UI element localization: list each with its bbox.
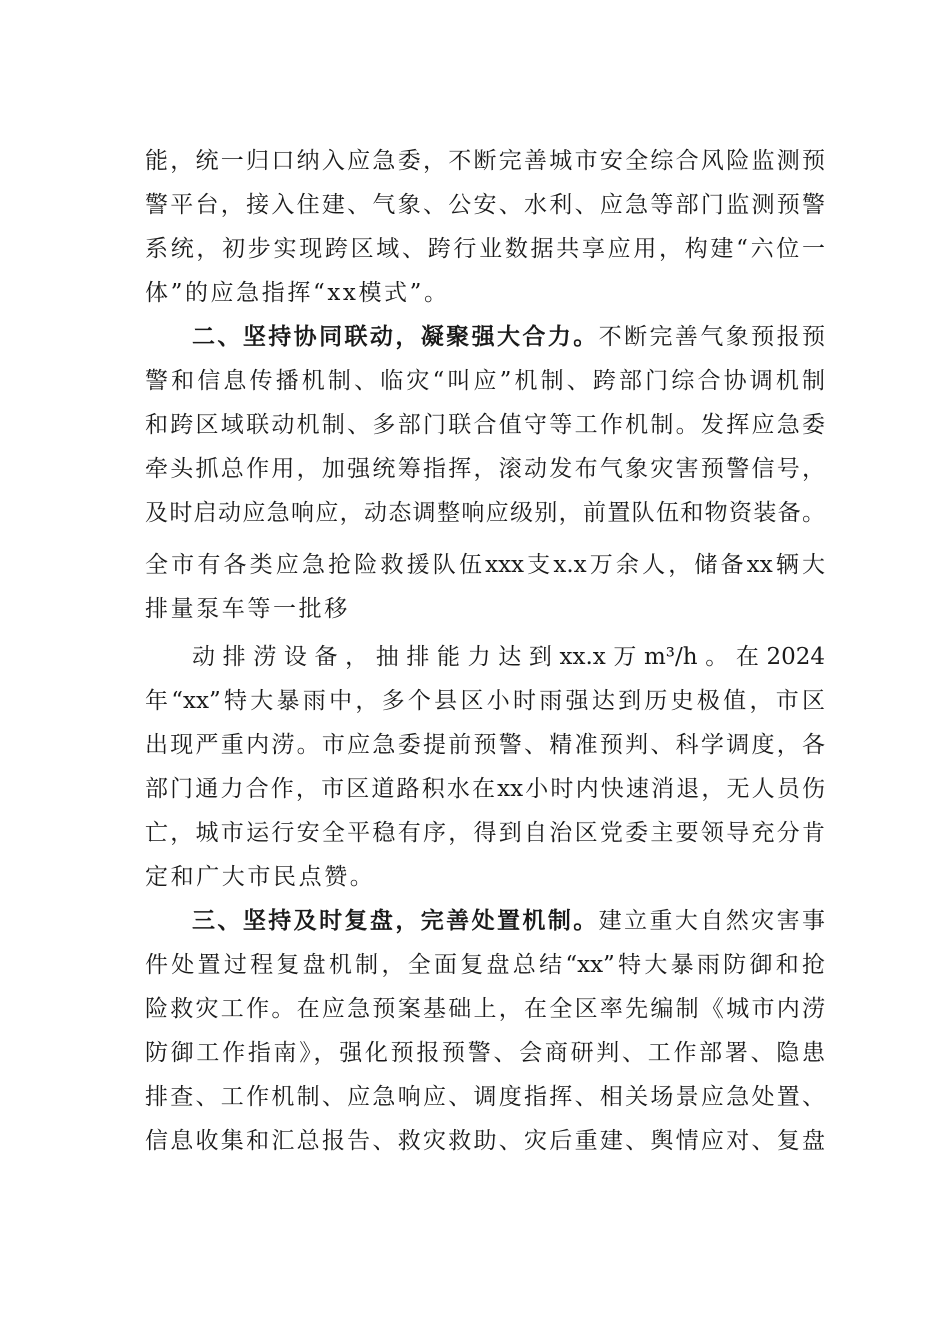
text-line: 警平台，接入住建、气象、公安、水利、应急等部门监测预警: [145, 192, 825, 218]
text-line: 排量泵车等一批移: [145, 596, 350, 622]
text-line: 体”的应急指挥“xx模式”。: [145, 280, 450, 306]
text-line: 信息收集和汇总报告、救灾救助、灾后重建、舆情应对、复盘: [145, 1128, 825, 1154]
text-line: 和跨区域联动机制、多部门联合值守等工作机制。发挥应急委: [145, 412, 825, 438]
text-line: 排查、工作机制、应急响应、调度指挥、相关场景应急处置、: [145, 1084, 825, 1110]
text-line: 能，统一归口纳入应急委，不断完善城市安全综合风险监测预: [145, 148, 825, 174]
text-line: 警和信息传播机制、临灾“叫应”机制、跨部门综合协调机制: [145, 368, 825, 394]
text-line: 动排涝设备，抽排能力达到xx.x万m³/h。在2024: [192, 644, 825, 670]
text-line: 定和广大市民点赞。: [145, 864, 376, 890]
text-line: 及时启动应急响应，动态调整响应级别，前置队伍和物资装备。: [145, 500, 825, 526]
text-span: 不断完善气象预报预: [598, 324, 826, 350]
text-line: 险救灾工作。在应急预案基础上，在全区率先编制《城市内涝: [145, 996, 825, 1022]
text-line: 全市有各类应急抢险救援队伍xxx支x.x万余人，储备xx辆大: [145, 552, 825, 578]
section-heading: 三、坚持及时复盘，完善处置机制。: [192, 907, 599, 934]
text-line: 出现严重内涝。市应急委提前预警、精准预判、科学调度，各: [145, 732, 825, 758]
section-heading: 二、坚持协同联动，凝聚强大合力。: [192, 323, 599, 350]
text-line: 牵头抓总作用，加强统筹指挥，滚动发布气象灾害预警信号，: [145, 456, 825, 482]
text-line: 系统，初步实现跨区域、跨行业数据共享应用，构建“六位一: [145, 236, 825, 262]
text-line: 防御工作指南》，强化预报预警、会商研判、工作部署、隐患: [145, 1040, 825, 1066]
text-span: 建立重大自然灾害事: [598, 908, 826, 934]
text-line: 年“xx”特大暴雨中，多个县区小时雨强达到历史极值，市区: [145, 688, 825, 714]
paragraph-line: [192, 317, 825, 357]
text-line: 部门通力合作，市区道路积水在xx小时内快速消退，无人员伤: [145, 776, 825, 802]
paragraph-line: [192, 901, 825, 941]
text-line: 件处置过程复盘机制，全面复盘总结“xx”特大暴雨防御和抢: [145, 952, 825, 978]
text-line: 亡，城市运行安全平稳有序，得到自治区党委主要领导充分肯: [145, 820, 825, 846]
